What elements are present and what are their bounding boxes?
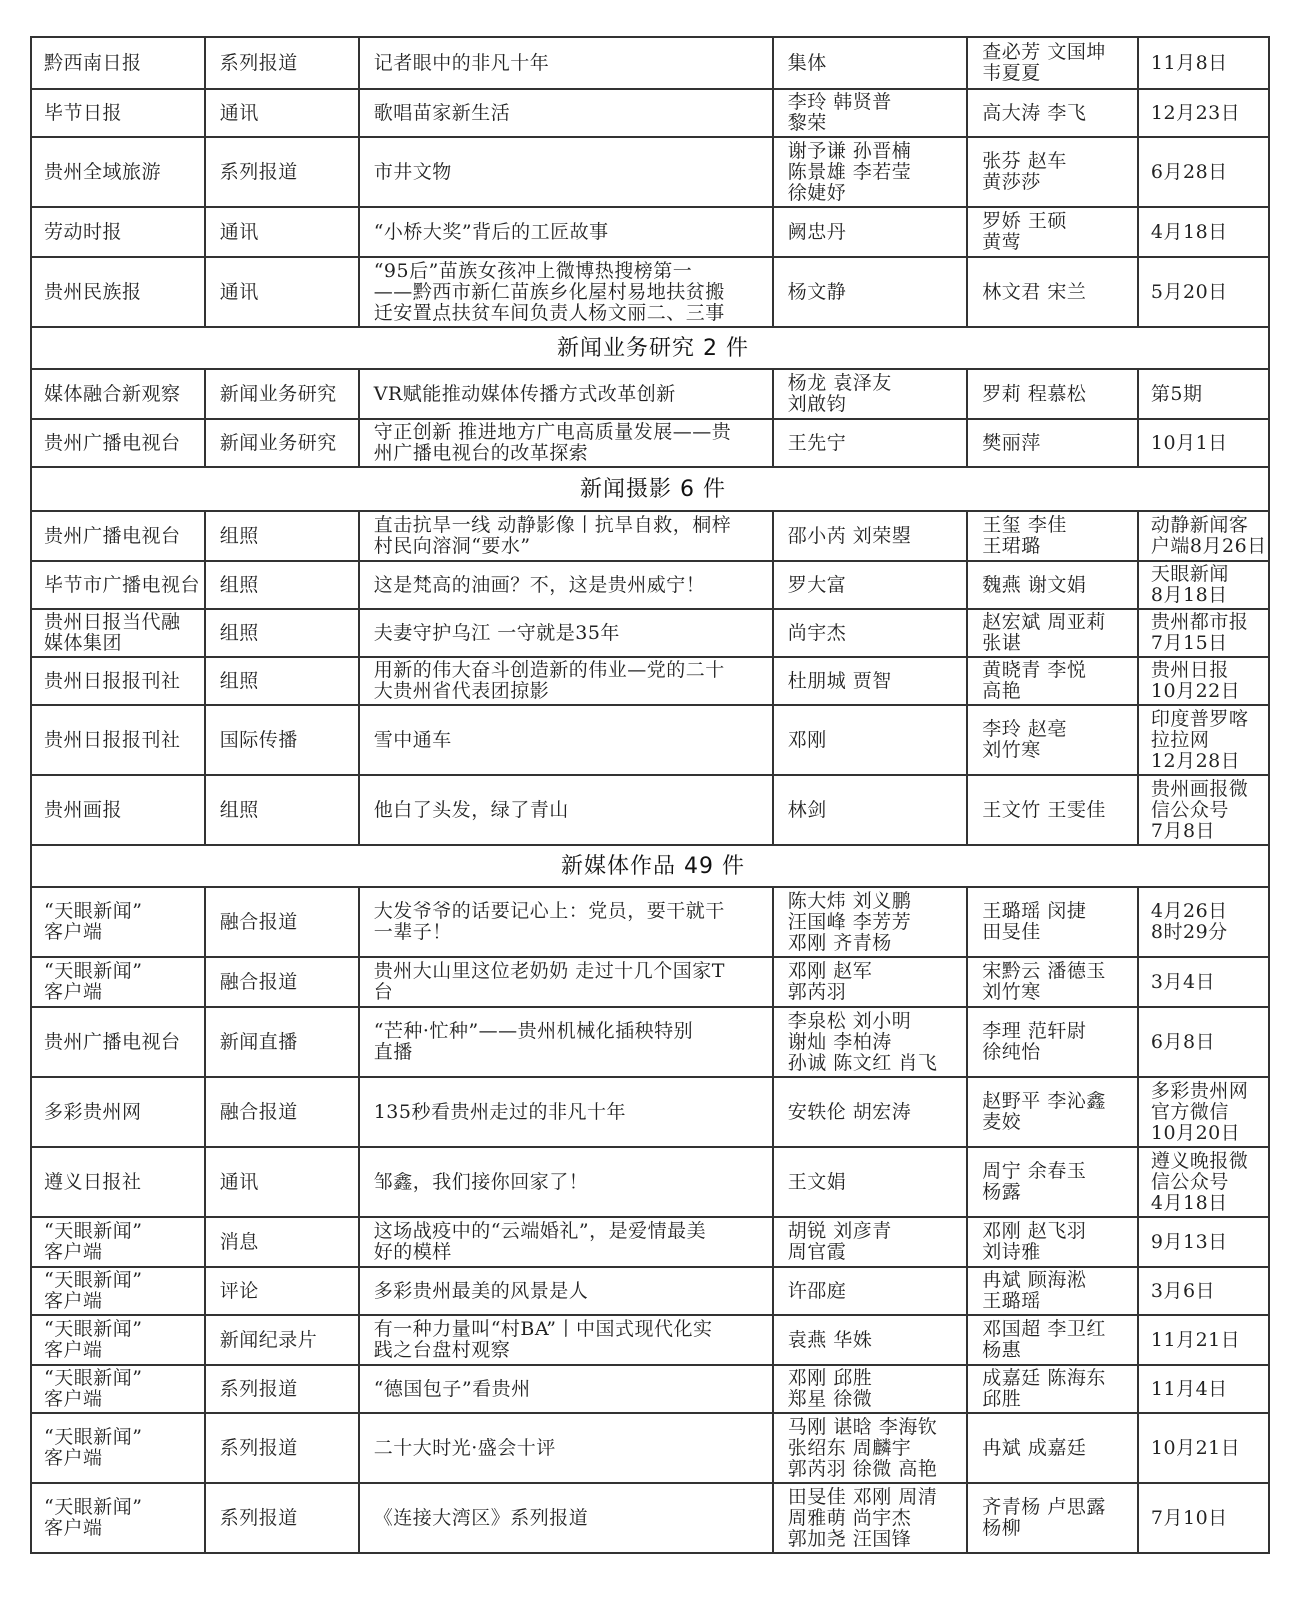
- date-cell: 6月28日: [1138, 137, 1269, 207]
- outlet-cell: 劳动时报: [31, 207, 205, 257]
- editors-cell: 罗莉 程慕松: [967, 369, 1138, 419]
- outlet-cell: 贵州日报当代融 媒体集团: [31, 609, 205, 657]
- title-cell: 夫妻守护乌江 一守就是35年: [359, 609, 773, 657]
- category-cell: 组照: [205, 609, 359, 657]
- section-header-row: [31, 467, 1269, 511]
- date-cell: 7月10日: [1138, 1483, 1269, 1553]
- section-title: 新闻业务研究 2 件: [31, 327, 1269, 369]
- section-header-row: [31, 327, 1269, 369]
- editors-cell: 魏燕 谢文娟: [967, 561, 1138, 609]
- date-cell: 天眼新闻 8月18日: [1138, 561, 1269, 609]
- outlet-cell: 贵州全域旅游: [31, 137, 205, 207]
- section-title: 新媒体作品 49 件: [31, 845, 1269, 887]
- editors-cell: 李理 范轩尉 徐纯怡: [967, 1007, 1138, 1077]
- authors-cell: 罗大富: [773, 561, 968, 609]
- table-row: [31, 957, 1269, 1007]
- table-row: [31, 1267, 1269, 1315]
- authors-cell: 王先宁: [773, 419, 968, 467]
- table-row: [31, 1483, 1269, 1553]
- category-cell: 通讯: [205, 257, 359, 327]
- outlet-cell: 遵义日报社: [31, 1147, 205, 1217]
- table-row: [31, 1007, 1269, 1077]
- date-cell: 贵州都市报 7月15日: [1138, 609, 1269, 657]
- date-cell: 贵州日报 10月22日: [1138, 657, 1269, 705]
- outlet-cell: 贵州日报报刊社: [31, 657, 205, 705]
- title-cell: “小桥大奖”背后的工匠故事: [359, 207, 773, 257]
- editors-cell: 王文竹 王雯佳: [967, 775, 1138, 845]
- title-cell: 这场战疫中的“云端婚礼”，是爱情最美 好的模样: [359, 1217, 773, 1267]
- title-cell: 守正创新 推进地方广电高质量发展——贵 州广播电视台的改革探索: [359, 419, 773, 467]
- date-cell: 11月8日: [1138, 37, 1269, 89]
- authors-cell: 林剑: [773, 775, 968, 845]
- authors-cell: 邓刚: [773, 705, 968, 775]
- outlet-cell: 毕节市广播电视台: [31, 561, 205, 609]
- category-cell: 组照: [205, 561, 359, 609]
- table-row: [31, 137, 1269, 207]
- outlet-cell: “天眼新闻” 客户端: [31, 887, 205, 957]
- table-row: [31, 369, 1269, 419]
- authors-cell: 邓刚 邱胜 郑星 徐微: [773, 1365, 968, 1413]
- table-row: [31, 37, 1269, 89]
- outlet-cell: “天眼新闻” 客户端: [31, 1315, 205, 1365]
- table-row: [31, 887, 1269, 957]
- date-cell: 6月8日: [1138, 1007, 1269, 1077]
- date-cell: 4月26日 8时29分: [1138, 887, 1269, 957]
- title-cell: 他白了头发，绿了青山: [359, 775, 773, 845]
- editors-cell: 张芬 赵车 黄莎莎: [967, 137, 1138, 207]
- editors-cell: 冉斌 顾海淞 王璐瑶: [967, 1267, 1138, 1315]
- date-cell: 10月1日: [1138, 419, 1269, 467]
- editors-cell: 查必芳 文国坤 韦夏夏: [967, 37, 1138, 89]
- outlet-cell: 贵州民族报: [31, 257, 205, 327]
- date-cell: 9月13日: [1138, 1217, 1269, 1267]
- editors-cell: 林文君 宋兰: [967, 257, 1138, 327]
- category-cell: 新闻纪录片: [205, 1315, 359, 1365]
- date-cell: 贵州画报微 信公众号 7月8日: [1138, 775, 1269, 845]
- outlet-cell: 贵州广播电视台: [31, 419, 205, 467]
- section-header-row: [31, 845, 1269, 887]
- title-cell: 135秒看贵州走过的非凡十年: [359, 1077, 773, 1147]
- authors-cell: 王文娟: [773, 1147, 968, 1217]
- table-row: [31, 561, 1269, 609]
- authors-cell: 阙忠丹: [773, 207, 968, 257]
- category-cell: 系列报道: [205, 1365, 359, 1413]
- category-cell: 系列报道: [205, 1413, 359, 1483]
- editors-cell: 高大涛 李飞: [967, 89, 1138, 137]
- editors-cell: 黄晓青 李悦 高艳: [967, 657, 1138, 705]
- table-row: [31, 511, 1269, 561]
- editors-cell: 王璐瑶 闵捷 田旻佳: [967, 887, 1138, 957]
- date-cell: 3月6日: [1138, 1267, 1269, 1315]
- section-title: 新闻摄影 6 件: [31, 467, 1269, 511]
- date-cell: 11月21日: [1138, 1315, 1269, 1365]
- date-cell: 11月4日: [1138, 1365, 1269, 1413]
- outlet-cell: 贵州日报报刊社: [31, 705, 205, 775]
- title-cell: 二十大时光·盛会十评: [359, 1413, 773, 1483]
- authors-cell: 许邵庭: [773, 1267, 968, 1315]
- authors-cell: 李泉松 刘小明 谢灿 李柏涛 孙诚 陈文红 肖飞: [773, 1007, 968, 1077]
- title-cell: 直击抗旱一线 动静影像丨抗旱自救，桐梓 村民向溶洞“要水”: [359, 511, 773, 561]
- table-row: [31, 657, 1269, 705]
- table-row: [31, 1077, 1269, 1147]
- title-cell: 歌唱苗家新生活: [359, 89, 773, 137]
- editors-cell: 赵宏斌 周亚莉 张谌: [967, 609, 1138, 657]
- authors-cell: 邵小芮 刘荣曌: [773, 511, 968, 561]
- title-cell: “芒种·忙种”——贵州机械化插秧特别 直播: [359, 1007, 773, 1077]
- category-cell: 系列报道: [205, 137, 359, 207]
- date-cell: 多彩贵州网 官方微信 10月20日: [1138, 1077, 1269, 1147]
- editors-cell: 赵野平 李沁鑫 麦姣: [967, 1077, 1138, 1147]
- outlet-cell: 贵州广播电视台: [31, 511, 205, 561]
- authors-cell: 杜朋城 贾智: [773, 657, 968, 705]
- editors-cell: 李玲 赵亳 刘竹寒: [967, 705, 1138, 775]
- outlet-cell: “天眼新闻” 客户端: [31, 1217, 205, 1267]
- outlet-cell: 多彩贵州网: [31, 1077, 205, 1147]
- table-row: [31, 1365, 1269, 1413]
- category-cell: 组照: [205, 657, 359, 705]
- date-cell: 印度普罗喀 拉拉网 12月28日: [1138, 705, 1269, 775]
- category-cell: 新闻直播: [205, 1007, 359, 1077]
- table-row: [31, 257, 1269, 327]
- date-cell: 12月23日: [1138, 89, 1269, 137]
- title-cell: 用新的伟大奋斗创造新的伟业—党的二十 大贵州省代表团掠影: [359, 657, 773, 705]
- title-cell: 大发爷爷的话要记心上：党员，要干就干 一辈子！: [359, 887, 773, 957]
- editors-cell: 成嘉廷 陈海东 邱胜: [967, 1365, 1138, 1413]
- editors-cell: 邓国超 李卫红 杨惠: [967, 1315, 1138, 1365]
- title-cell: 记者眼中的非凡十年: [359, 37, 773, 89]
- editors-cell: 齐青杨 卢思露 杨柳: [967, 1483, 1138, 1553]
- date-cell: 第5期: [1138, 369, 1269, 419]
- title-cell: 雪中通车: [359, 705, 773, 775]
- title-cell: “德国包子”看贵州: [359, 1365, 773, 1413]
- table-row: [31, 1413, 1269, 1483]
- authors-cell: 袁燕 华姝: [773, 1315, 968, 1365]
- date-cell: 3月4日: [1138, 957, 1269, 1007]
- category-cell: 消息: [205, 1217, 359, 1267]
- category-cell: 新闻业务研究: [205, 419, 359, 467]
- editors-cell: 邓刚 赵飞羽 刘诗雅: [967, 1217, 1138, 1267]
- date-cell: 10月21日: [1138, 1413, 1269, 1483]
- date-cell: 5月20日: [1138, 257, 1269, 327]
- authors-cell: 集体: [773, 37, 968, 89]
- date-cell: 遵义晚报微 信公众号 4月18日: [1138, 1147, 1269, 1217]
- category-cell: 系列报道: [205, 1483, 359, 1553]
- category-cell: 评论: [205, 1267, 359, 1315]
- table-row: [31, 1217, 1269, 1267]
- category-cell: 融合报道: [205, 887, 359, 957]
- title-cell: VR赋能推动媒体传播方式改革创新: [359, 369, 773, 419]
- authors-cell: 尚宇杰: [773, 609, 968, 657]
- title-cell: 多彩贵州最美的风景是人: [359, 1267, 773, 1315]
- category-cell: 通讯: [205, 89, 359, 137]
- awards-table: [30, 36, 1270, 1554]
- title-cell: 贵州大山里这位老奶奶 走过十几个国家T 台: [359, 957, 773, 1007]
- title-cell: 邹鑫，我们接你回家了！: [359, 1147, 773, 1217]
- table-row: [31, 609, 1269, 657]
- authors-cell: 陈大炜 刘义鹏 汪国峰 李芳芳 邓刚 齐青杨: [773, 887, 968, 957]
- authors-cell: 邓刚 赵军 郭芮羽: [773, 957, 968, 1007]
- title-cell: 有一种力量叫“村BA”丨中国式现代化实 践之台盘村观察: [359, 1315, 773, 1365]
- document-page: [30, 36, 1270, 1554]
- title-cell: 市井文物: [359, 137, 773, 207]
- outlet-cell: 贵州画报: [31, 775, 205, 845]
- outlet-cell: “天眼新闻” 客户端: [31, 1365, 205, 1413]
- authors-cell: 安轶伦 胡宏涛: [773, 1077, 968, 1147]
- category-cell: 通讯: [205, 207, 359, 257]
- date-cell: 动静新闻客 户端8月26日: [1138, 511, 1269, 561]
- outlet-cell: 黔西南日报: [31, 37, 205, 89]
- category-cell: 新闻业务研究: [205, 369, 359, 419]
- table-row: [31, 207, 1269, 257]
- category-cell: 组照: [205, 775, 359, 845]
- table-row: [31, 775, 1269, 845]
- category-cell: 通讯: [205, 1147, 359, 1217]
- editors-cell: 王玺 李佳 王珺璐: [967, 511, 1138, 561]
- outlet-cell: “天眼新闻” 客户端: [31, 1483, 205, 1553]
- editors-cell: 冉斌 成嘉廷: [967, 1413, 1138, 1483]
- authors-cell: 谢予谦 孙晋楠 陈景雄 李若莹 徐婕妤: [773, 137, 968, 207]
- table-body: [31, 37, 1269, 1553]
- authors-cell: 胡锐 刘彦青 周官霞: [773, 1217, 968, 1267]
- title-cell: 《连接大湾区》系列报道: [359, 1483, 773, 1553]
- authors-cell: 马刚 谌晗 李海钦 张绍东 周麟宇 郭芮羽 徐微 高艳: [773, 1413, 968, 1483]
- editors-cell: 宋黔云 潘德玉 刘竹寒: [967, 957, 1138, 1007]
- outlet-cell: 毕节日报: [31, 89, 205, 137]
- outlet-cell: “天眼新闻” 客户端: [31, 957, 205, 1007]
- table-row: [31, 1315, 1269, 1365]
- category-cell: 组照: [205, 511, 359, 561]
- outlet-cell: 媒体融合新观察: [31, 369, 205, 419]
- table-row: [31, 705, 1269, 775]
- category-cell: 系列报道: [205, 37, 359, 89]
- authors-cell: 杨文静: [773, 257, 968, 327]
- title-cell: 这是梵高的油画？不，这是贵州威宁！: [359, 561, 773, 609]
- date-cell: 4月18日: [1138, 207, 1269, 257]
- authors-cell: 杨龙 袁泽友 刘啟钧: [773, 369, 968, 419]
- outlet-cell: 贵州广播电视台: [31, 1007, 205, 1077]
- category-cell: 国际传播: [205, 705, 359, 775]
- category-cell: 融合报道: [205, 1077, 359, 1147]
- authors-cell: 田旻佳 邓刚 周清 周雅萌 尚宇杰 郭加尧 汪国锋: [773, 1483, 968, 1553]
- editors-cell: 罗娇 王硕 黄莺: [967, 207, 1138, 257]
- category-cell: 融合报道: [205, 957, 359, 1007]
- table-row: [31, 419, 1269, 467]
- editors-cell: 樊丽萍: [967, 419, 1138, 467]
- table-row: [31, 89, 1269, 137]
- outlet-cell: “天眼新闻” 客户端: [31, 1267, 205, 1315]
- title-cell: “95后”苗族女孩冲上微博热搜榜第一 ——黔西市新仁苗族乡化屋村易地扶贫搬 迁安置点扶贫车间负责人杨文丽二、三事: [359, 257, 773, 327]
- table-row: [31, 1147, 1269, 1217]
- editors-cell: 周宁 余春玉 杨露: [967, 1147, 1138, 1217]
- outlet-cell: “天眼新闻” 客户端: [31, 1413, 205, 1483]
- authors-cell: 李玲 韩贤普 黎荣: [773, 89, 968, 137]
